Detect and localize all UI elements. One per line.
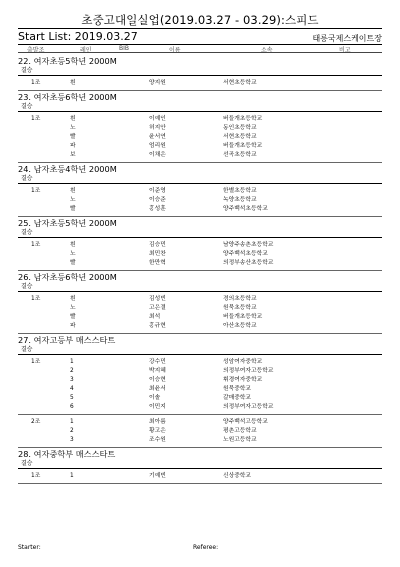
col-team: 소속	[261, 47, 273, 54]
team-name: 원묵중학교	[223, 386, 251, 392]
heat-group	[18, 355, 382, 415]
entry-row	[18, 124, 382, 133]
heat-label: 1조	[31, 116, 41, 122]
col-start: 출발조	[27, 47, 45, 54]
athlete-name: 최아름	[149, 419, 166, 425]
athlete-name: 최석	[149, 314, 161, 320]
entry-row	[18, 358, 382, 367]
lane-cell: 흰	[70, 188, 76, 194]
team-name: 노원고등학교	[223, 437, 257, 443]
heat-group	[18, 184, 382, 217]
lane-cell: 흰	[70, 80, 76, 86]
team-name: 서현초등학교	[223, 134, 257, 140]
heat-label: 1조	[31, 296, 41, 302]
entry-row	[18, 367, 382, 376]
entry-row	[18, 115, 382, 124]
heat-group	[18, 415, 382, 448]
athlete-name: 김성빈	[149, 296, 166, 302]
entry-row	[18, 205, 382, 214]
header-rule	[18, 44, 382, 45]
event-round: 결승	[18, 283, 382, 292]
event-round: 결승	[18, 460, 382, 469]
athlete-name: 기예빈	[149, 473, 166, 479]
team-name: 녹양초등학교	[223, 197, 257, 203]
athlete-name: 조수원	[149, 437, 166, 443]
lane-cell: 1	[70, 359, 74, 365]
athlete-name: 김승민	[149, 242, 166, 248]
start-list-date: Start List: 2019.03.27	[18, 30, 138, 43]
event-title: 23. 여자초등6학년 2000M	[18, 92, 117, 102]
entry-row	[18, 241, 382, 250]
event-title: 26. 남자초등6학년 2000M	[18, 272, 117, 282]
heat-label: 1조	[31, 80, 41, 86]
entry-row	[18, 196, 382, 205]
team-name: 경의초등학교	[223, 296, 257, 302]
entry-row	[18, 427, 382, 436]
team-name: 신상중학교	[223, 473, 251, 479]
athlete-name: 양지원	[149, 80, 166, 86]
athlete-name: 강수민	[149, 359, 166, 365]
entry-row	[18, 133, 382, 142]
athlete-name: 한만혁	[149, 260, 166, 266]
columns-rule	[18, 52, 382, 53]
heat-group	[18, 292, 382, 334]
athlete-name: 이승현	[149, 377, 166, 383]
event-section	[18, 448, 382, 484]
lane-cell: 노	[70, 197, 76, 203]
lane-cell: 노	[70, 305, 76, 311]
col-lane: 레인	[80, 47, 92, 54]
event-title: 28. 여자중학부 매스스타트	[18, 449, 116, 459]
team-name: 버들개초등학교	[223, 314, 263, 320]
team-name: 한별초등학교	[223, 188, 257, 194]
lane-cell: 노	[70, 251, 76, 257]
athlete-name: 엄리원	[149, 143, 166, 149]
venue-name: 태릉국제스케이트장	[312, 34, 382, 43]
lane-cell: 6	[70, 404, 74, 410]
event-round: 결승	[18, 346, 382, 355]
event-section	[18, 334, 382, 448]
team-name: 서현초등학교	[223, 80, 257, 86]
lane-cell: 3	[70, 377, 74, 383]
team-name: 의정부여자고등학교	[223, 404, 274, 410]
entry-row	[18, 151, 382, 160]
lane-cell: 파	[70, 143, 76, 149]
lane-cell: 빨	[70, 206, 76, 212]
entry-row	[18, 250, 382, 259]
entry-row	[18, 79, 382, 88]
team-name: 의정부여자고등학교	[223, 368, 274, 374]
entry-row	[18, 142, 382, 151]
team-name: 동인초등학교	[223, 125, 257, 131]
entry-row	[18, 313, 382, 322]
heat-label: 1조	[31, 473, 41, 479]
page-title: 초중고대일실업(2019.03.27 - 03.29):스피드	[81, 13, 319, 27]
entry-row	[18, 322, 382, 331]
event-title: 27. 여자고등부 매스스타트	[18, 335, 116, 345]
heat-label: 1조	[31, 188, 41, 194]
team-name: 버들개초등학교	[223, 116, 263, 122]
event-section	[18, 163, 382, 217]
team-name: 남양주송촌초등학교	[223, 242, 274, 248]
event-round: 결승	[18, 103, 382, 112]
entry-row	[18, 295, 382, 304]
entry-row	[18, 385, 382, 394]
event-round: 결승	[18, 67, 382, 76]
lane-cell: 2	[70, 368, 74, 374]
event-list	[18, 55, 382, 484]
athlete-name: 이민지	[149, 404, 166, 410]
athlete-name: 홍규현	[149, 323, 166, 329]
lane-cell: 5	[70, 395, 74, 401]
lane-cell: 흰	[70, 116, 76, 122]
event-round: 결승	[18, 229, 382, 238]
team-name: 아산초등학교	[223, 323, 257, 329]
lane-cell: 1	[70, 473, 74, 479]
athlete-name: 고은결	[149, 305, 166, 311]
lane-cell: 노	[70, 125, 76, 131]
referee-label: Referee:	[193, 544, 219, 551]
event-section	[18, 91, 382, 163]
team-name: 선곡초등학교	[223, 152, 257, 158]
athlete-name: 이예인	[149, 116, 166, 122]
team-name: 원묵초등학교	[223, 305, 257, 311]
event-section	[18, 271, 382, 334]
entry-row	[18, 376, 382, 385]
col-bib: BIB	[119, 45, 130, 52]
team-name: 휘경여자중학교	[223, 377, 263, 383]
team-name: 성암여자중학교	[223, 359, 263, 365]
team-name: 평촌고등학교	[223, 428, 257, 434]
lane-cell: 빨	[70, 260, 76, 266]
athlete-name: 이솔	[149, 395, 161, 401]
entry-row	[18, 472, 382, 481]
entry-row	[18, 304, 382, 313]
team-name: 양주백석초등학교	[223, 206, 268, 212]
col-name: 이름	[169, 47, 181, 54]
col-note: 비고	[339, 47, 351, 54]
heat-group	[18, 238, 382, 271]
athlete-name: 이승준	[149, 197, 166, 203]
athlete-name: 황고은	[149, 428, 166, 434]
heat-label: 1조	[31, 242, 41, 248]
lane-cell: 빨	[70, 314, 76, 320]
heat-group	[18, 112, 382, 163]
athlete-name: 최윤서	[149, 386, 166, 392]
team-name: 갈매중학교	[223, 395, 251, 401]
lane-cell: 2	[70, 428, 74, 434]
team-name: 의정부송산초등학교	[223, 260, 274, 266]
athlete-name: 최민찬	[149, 251, 166, 257]
lane-cell: 흰	[70, 296, 76, 302]
title-rule	[18, 28, 382, 29]
heat-group	[18, 469, 382, 484]
athlete-name: 허지안	[149, 125, 166, 131]
entry-row	[18, 394, 382, 403]
event-title: 25. 남자초등5학년 2000M	[18, 218, 117, 228]
athlete-name: 이준영	[149, 188, 166, 194]
athlete-name: 박지혜	[149, 368, 166, 374]
lane-cell: 1	[70, 419, 74, 425]
event-section	[18, 217, 382, 271]
heat-group	[18, 76, 382, 91]
lane-cell: 빨	[70, 134, 76, 140]
lane-cell: 파	[70, 323, 76, 329]
lane-cell: 보	[70, 152, 76, 158]
athlete-name: 홍성훈	[149, 206, 166, 212]
event-round: 결승	[18, 175, 382, 184]
athlete-name: 윤서연	[149, 134, 166, 140]
event-title: 24. 남자초등4학년 2000M	[18, 164, 117, 174]
heat-label: 1조	[31, 359, 41, 365]
starter-label: Starter:	[18, 544, 41, 551]
athlete-name: 이채은	[149, 152, 166, 158]
lane-cell: 4	[70, 386, 74, 392]
lane-cell: 3	[70, 437, 74, 443]
lane-cell: 흰	[70, 242, 76, 248]
event-title: 22. 여자초등5학년 2000M	[18, 56, 117, 66]
heat-label: 2조	[31, 419, 41, 425]
entry-row	[18, 187, 382, 196]
event-section	[18, 55, 382, 91]
team-name: 버들개초등학교	[223, 143, 263, 149]
team-name: 양주백석초등학교	[223, 251, 268, 257]
entry-row	[18, 259, 382, 268]
team-name: 양주백석고등학교	[223, 419, 268, 425]
entry-row	[18, 403, 382, 412]
entry-row	[18, 418, 382, 427]
entry-row	[18, 436, 382, 445]
